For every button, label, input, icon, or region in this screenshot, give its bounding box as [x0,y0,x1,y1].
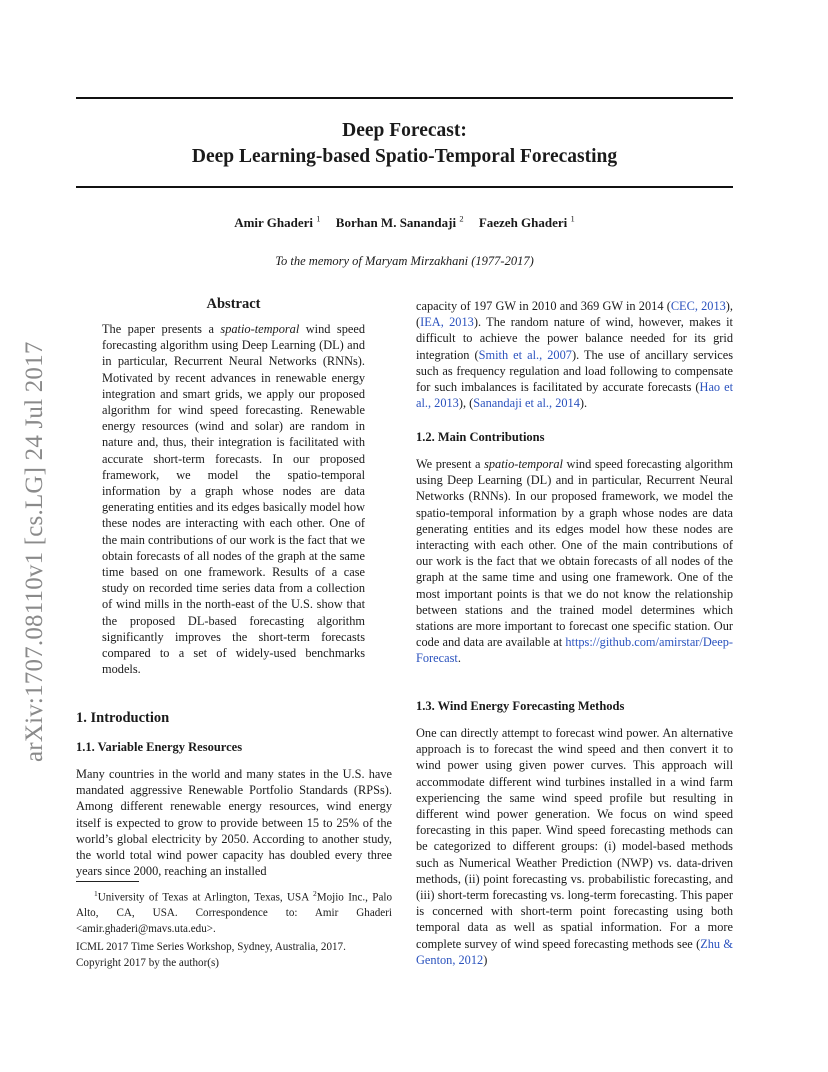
arxiv-identifier: arXiv:1707.08110v1 [cs.LG] 24 Jul 2017 [21,341,48,762]
paper-title [76,118,733,170]
citation-link[interactable]: Smith et al., 2007 [478,347,572,362]
subsection-heading-1-1: 1.1. Variable Energy Resources [76,740,243,754]
intro-continuation: capacity of 197 GW in 2010 and 369 GW in 2014 (CEC, 2013), (IEA, 2013). The random nature of wind, however, makes it difficult to achieve the power balance needed for its grid integration (Smith et al., 2007). The use of ancillary services such as frequency regulation and load following to compensate for such imbalances is facilitated by accurate forecasts (Hao et al., 2013), (Sanandaji et al., 2014). [416,299,734,411]
citation-link[interactable]: Hao et al., 2013 [416,380,734,411]
citation-link[interactable]: Sanandaji et al., 2014 [473,396,580,411]
section-heading-introduction: 1. Introduction [76,710,170,726]
title-line-2: Deep Learning-based Spatio-Temporal Forecasting [191,146,618,167]
author: Amir Ghaderi $^1$ [234,214,321,231]
title-line-1: Deep Forecast: [342,120,467,141]
citation-link[interactable]: Zhu & Genton, 2012 [416,936,733,967]
intro-paragraph: Many countries in the world and many states in the U.S. have mandated aggressive Renewable Portfolio Standards (RPSs). Among different renewable energy resources, wind energy itself is expected to grow to provide between 15 to 25% of the world’s global electricity by 2050. According to another study, the world total wind power capacity has doubled every three years since 2000, reaching an installed [76,767,392,879]
citation-link[interactable]: CEC, 2013 [670,299,726,313]
title-bottom-rule [76,186,733,188]
abstract-heading: Abstract [206,296,261,312]
dedication: To the memory of Maryam Mirzakhani (1977-2017) [275,254,534,268]
author-list [76,214,733,231]
forecasting-methods-paragraph: One can directly attempt to forecast wind power. An alternative approach is to forecast the wind speed and then convert it to wind power using given power curves. This approach will accommodate different wind turbines installed in a wind farm experiencing the same wind speed profile but resulting in different wind power generation. We focus on wind speed forecasting in this paper. Wind speed forecasting methods can be categorized to different groups: (i) model-based methods such as Numerical Weather Prediction (NWP) vs. data-driven methods, (ii) point forecasting vs. probabilistic forecasting, and (iii) short-term forecasting vs. long-term forecasting. This paper is concerned with short-term point forecasting using both temporal data as well as spatial information. For a more complete survey of wind speed forecasting methods see (Zhu & Genton, 2012) [416,726,733,967]
author: Faezeh Ghaderi $^1$ [478,214,575,231]
code-repository-link[interactable]: https://github.com/amirstar/Deep-Forecast [416,635,733,666]
subsection-heading-1-2: 1.2. Main Contributions [416,430,545,444]
contributions-paragraph: We present a spatio-temporal wind speed forecasting algorithm using Deep Learning (DL) and in particular, Recurrent Neural Networks (RNNs). In our proposed framework, we model the spatio-temporal information by a graph whose nodes are data generating entities and its edges model how these nodes are interacting with each other. One of the main contributions of our work is the fact that we obtain forecasts of all nodes of the graph at the same time and using one framework. One of the most important points is that we do not know the relationship between stations and the trained model determines which stations are more important to forecast one specific station. Our code and data are available at https://github.com/amirstar/Deep-Forecast. [416,457,733,666]
author: Borhan M. Sanandaji $^2$ [335,214,464,231]
venue-note: ICML 2017 Time Series Workshop, Sydney, Australia, 2017. Copyright 2017 by the author(s) [76,941,346,969]
footnote-rule [76,881,139,882]
title-top-rule [76,97,733,99]
citation-link[interactable]: IEA, 2013 [420,315,474,330]
affiliation-footnote: $^1$University of Texas at Arlington, Texas, USA $^2$Mojio Inc., Palo Alto, CA, USA. Correspondence to: Amir Ghaderi <amir.ghaderi@mavs.uta.edu>. [76,889,392,935]
abstract-text: The paper presents a spatio-temporal wind speed forecasting algorithm using Deep Learning (DL) and in particular, Recurrent Neural Networks (RNNs). Motivated by recent advances in renewable energy integration and smart grids, we apply our proposed algorithm for wind speed forecasting. Renewable energy resources (wind and solar) are random in nature and, thus, their integration is facilitated with accurate short-term forecasts. In our proposed framework, we model the spatio-temporal information by a graph whose nodes are data generating entities and its edges basically model how these nodes are interacting with each other. One of the main contributions of our work is the fact that we obtain forecasts of all nodes of the graph at the same time based on one framework. Results of a case study on recorded time series data from a collection of wind mills in the north-east of the U.S. show that the proposed DL-based forecasting algorithm significantly improves the short-term forecasts compared to a set of widely-used benchmarks models. [102,322,366,677]
subsection-heading-1-3: 1.3. Wind Energy Forecasting Methods [416,699,625,713]
